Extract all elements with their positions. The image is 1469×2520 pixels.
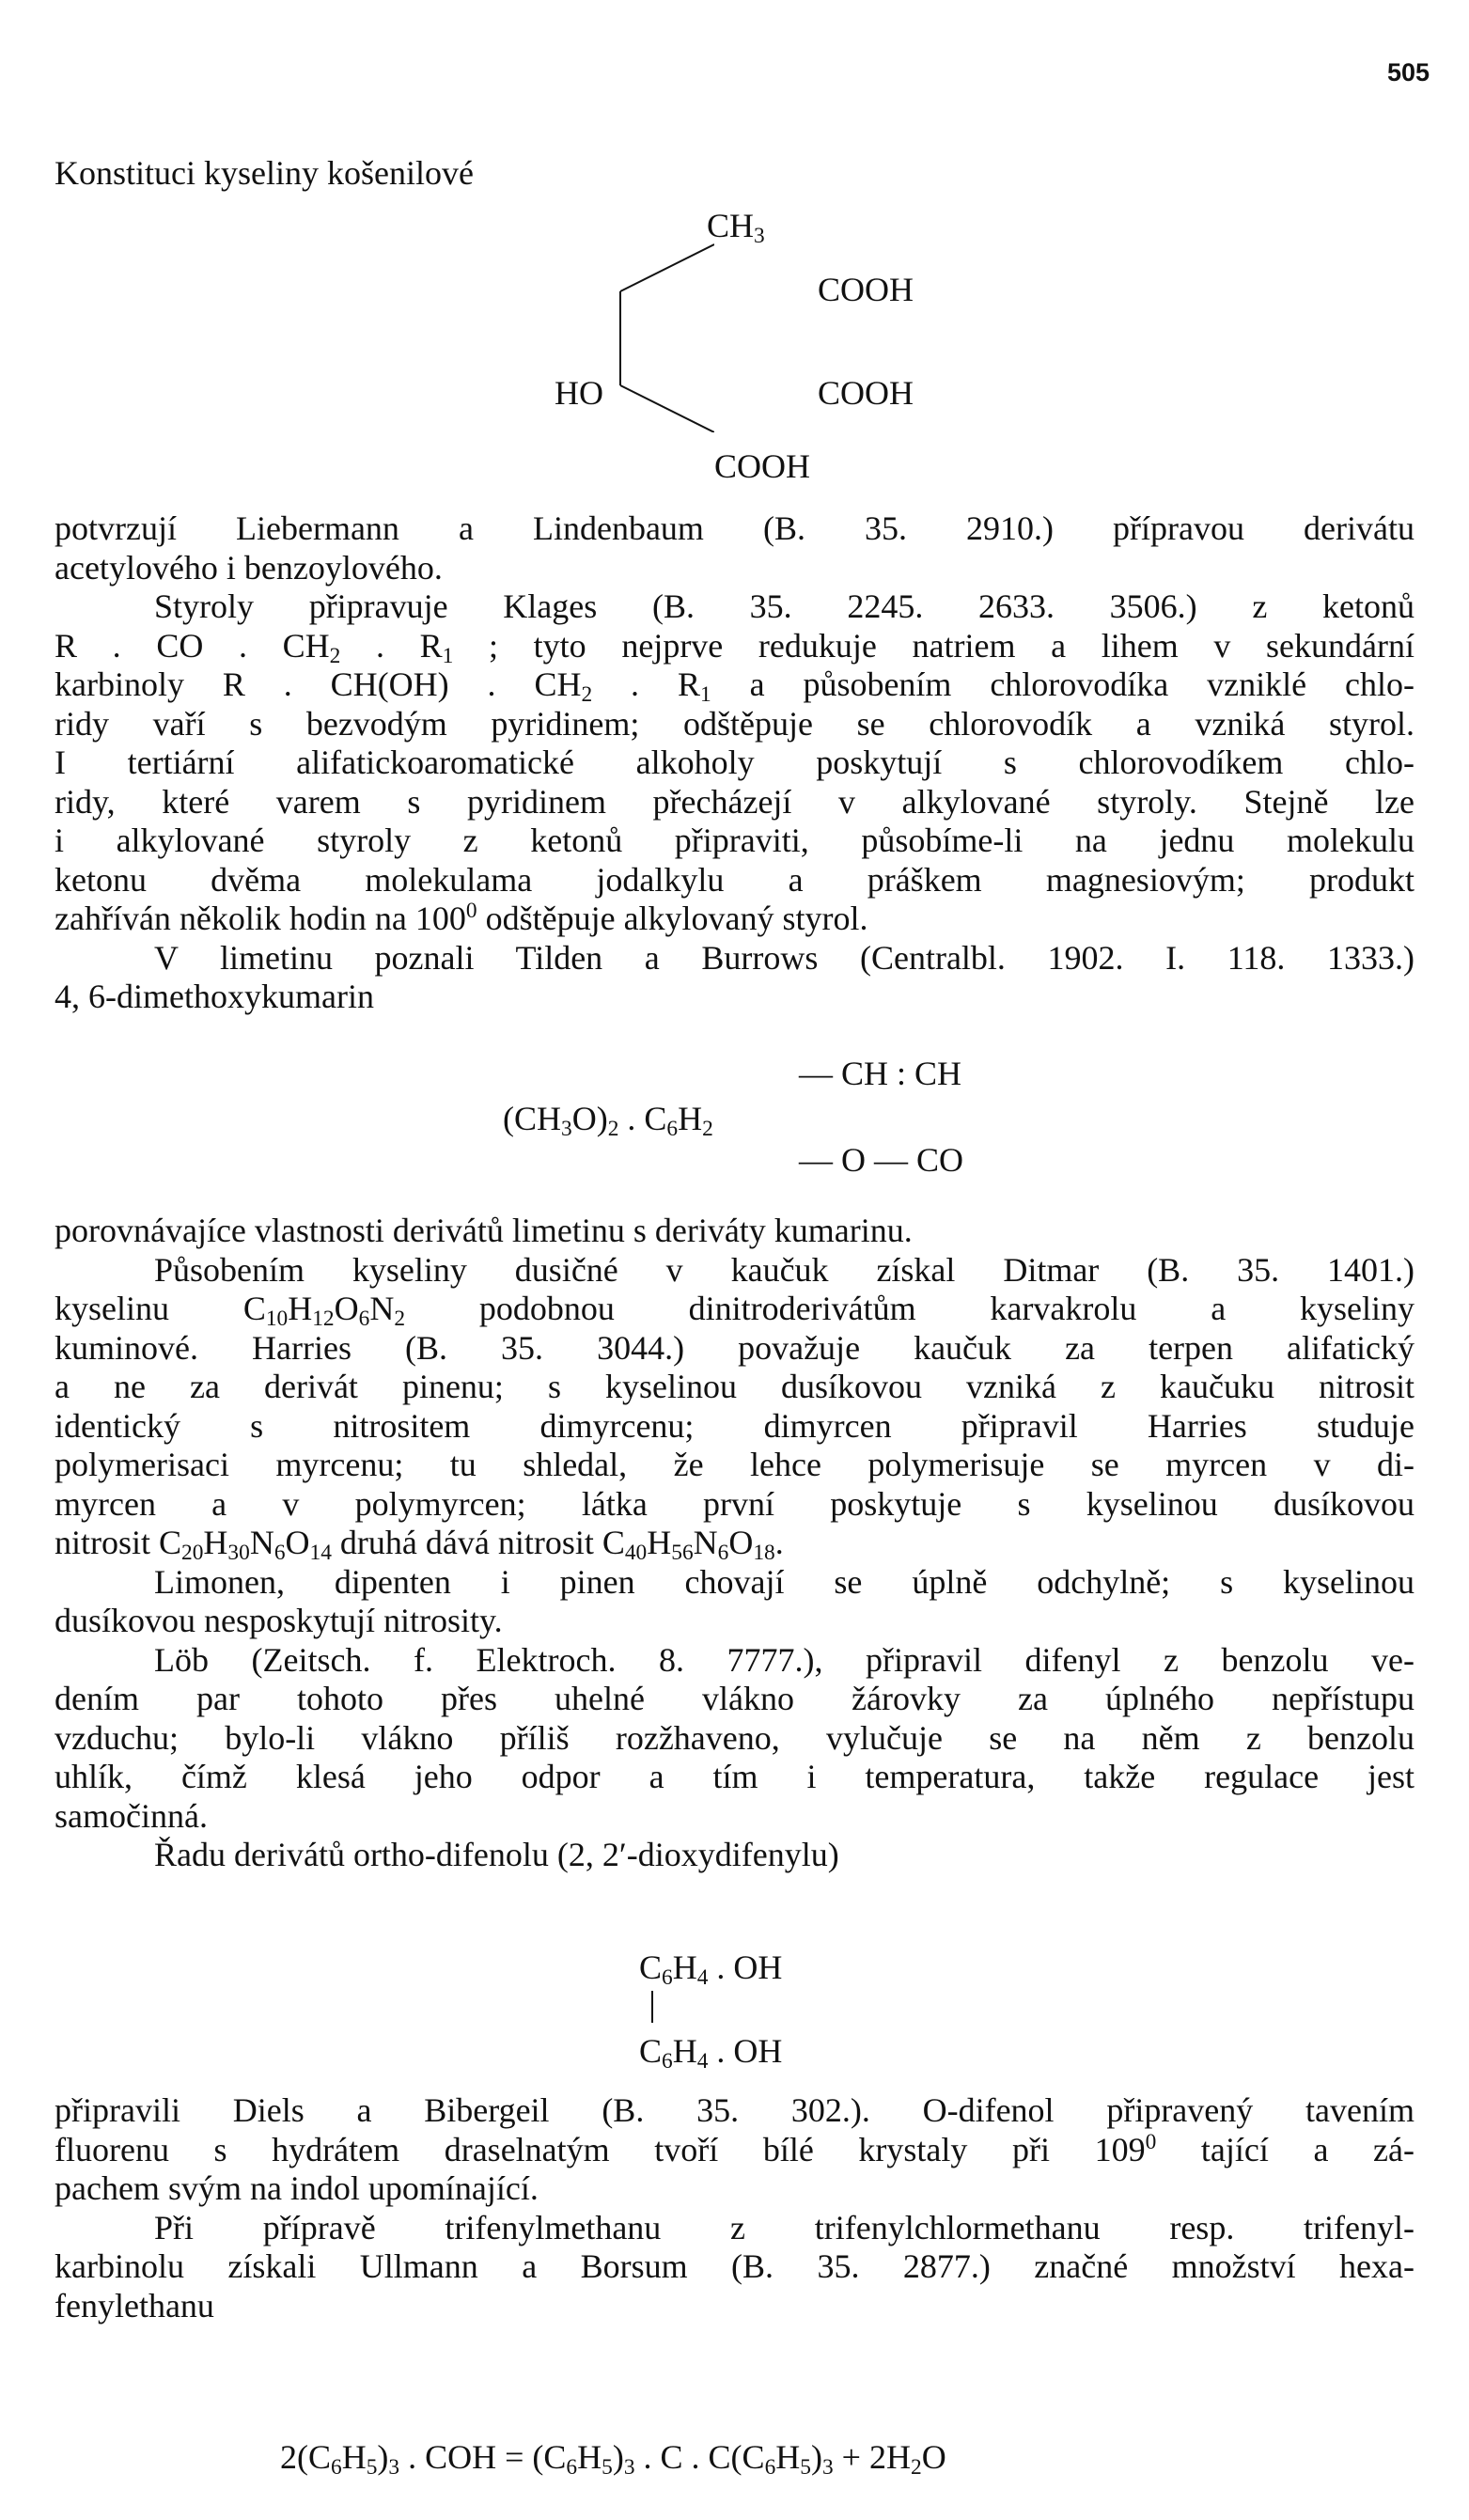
- formula2-top: — CH : CH: [799, 1055, 962, 1092]
- text-line: samočinná.: [55, 1796, 208, 1835]
- formula1-cooh-bottom: COOH: [714, 447, 811, 485]
- text-line: karbinolu získali Ullmann a Borsum (B. 35. 2877.) značné množství hexa-: [55, 2247, 1414, 2285]
- text-line: ridy vaří s bezvodým pyridinem; odštěpuje se chlorovodík a vzniká styrol.: [55, 704, 1414, 743]
- text-line: dením par tohoto přes uhelné vlákno žárovky za úplného nepřístupu: [55, 1680, 1414, 1717]
- text-line: fenylethanu: [55, 2286, 214, 2324]
- text-line: acetylového i benzoylového.: [55, 548, 443, 587]
- formula1-cooh-top: COOH: [818, 271, 914, 308]
- formula1-ch3: $CH_3$: [707, 207, 765, 248]
- text-line: Působením kyseliny dusičné v kaučuk získal Ditmar (B. 35. 1401.): [154, 1250, 1414, 1289]
- text-line: V limetinu poznali Tilden a Burrows (Centralbl. 1902. I. 118. 1333.): [154, 938, 1414, 977]
- formula2-main: $(CH_3O)_2$ . $C_6H_2$: [503, 1100, 713, 1141]
- text-line: R . CO . $CH_2$ . $R_1$ ; tyto nejprve redukuje natriem a lihem v sekundární: [55, 626, 1415, 668]
- formula3-top: $C_6H_4$ . OH: [639, 1949, 783, 1990]
- section-heading: Konstituci kyseliny košenilové: [55, 154, 474, 192]
- text-line: kyselinu $C_{10}H_{12}O_6N_2$ podobnou dinitroderivátům karvakrolu a kyseliny: [55, 1290, 1414, 1331]
- text-line: ketonu dvěma molekulama jodalkylu a práškem magnesiovým; produkt: [55, 860, 1414, 899]
- text-line: Při přípravě trifenylmethanu z trifenylchlormethanu resp. trifenyl-: [154, 2208, 1414, 2246]
- text-line: I tertiární alifatickoaromatické alkoholy poskytují s chlorovodíkem chlo-: [55, 743, 1414, 781]
- text-block-1: [55, 511, 1414, 1019]
- text-line: polymerisaci myrcenu; tu shledal, že lehce polymerisuje se myrcen v di-: [55, 1446, 1414, 1483]
- text-line: Limonen, dipenten i pinen chovají se úplně odchylně; s kyselinou: [154, 1562, 1414, 1601]
- formula4-equation: $2(C_6H_5)_3$ . COH = $(C_6H_5)_3$ . C . $C(C_6H_5)_3 + 2H_2O$: [280, 2438, 946, 2480]
- text-line: pachem svým na indol upomínající.: [55, 2169, 539, 2207]
- text-line: fluorenu s hydrátem draselnatým tvoří bílé krystaly při $109^0$ tající a zá-: [55, 2129, 1414, 2168]
- formula3-bond: [651, 1991, 653, 2023]
- text-line: Styroly připravuje Klages (B. 35. 2245. 2633. 3506.) z ketonů: [154, 587, 1414, 625]
- text-block-3: [55, 2093, 1414, 2327]
- text-line: vzduchu; bylo-li vlákno příliš rozžhaveno, vylučuje se na něm z benzolu: [55, 1718, 1414, 1757]
- text-line: kuminové. Harries (B. 35. 3044.) považuje kaučuk za terpen alifatický: [55, 1328, 1414, 1367]
- text-line: dusíkovou nesposkytují nitrosity.: [55, 1602, 503, 1639]
- text-line: potvrzují Liebermann a Lindenbaum (B. 35. 2910.) přípravou derivátu: [55, 509, 1414, 547]
- page-number: 505: [1386, 58, 1430, 86]
- text-line: ridy, které varem s pyridinem přecházejí v alkylované styroly. Stejně lze: [55, 782, 1414, 821]
- formula1-ho: HO: [555, 374, 603, 412]
- text-line: zahříván několik hodin na $100^0$ odštěpuje alkylovaný styrol.: [55, 899, 868, 937]
- text-line: Řadu derivátů ortho-difenolu (2, 2′-dioxydifenylu): [154, 1836, 839, 1873]
- text-block-2: [55, 1213, 1414, 1877]
- text-line: a ne za derivát pinenu; s kyselinou dusíkovou vzniká z kaučuku nitrosit: [55, 1368, 1414, 1405]
- text-line: karbinoly R . CH(OH) . $CH_2$ . $R_1$ a působením chlorovodíka vzniklé chlo-: [55, 665, 1414, 707]
- text-line: nitrosit $C_{20}H_{30}N_6O_{14}$ druhá dává nitrosit $C_{40}H_{56}N_6O_{18}$.: [55, 1524, 784, 1565]
- formula3-bottom: $C_6H_4$ . OH: [639, 2032, 783, 2074]
- text-line: identický s nitrositem dimyrcenu; dimyrcen připravil Harries studuje: [55, 1406, 1414, 1445]
- text-line: porovnávajíce vlastnosti derivátů limetinu s deriváty kumarinu.: [55, 1212, 913, 1249]
- ring-bond-1: [620, 244, 714, 291]
- text-line: i alkylované styroly z ketonů připraviti, působíme-li na jednu molekulu: [55, 822, 1414, 859]
- text-line: 4, 6-dimethoxykumarin: [55, 978, 374, 1015]
- text-line: připravili Diels a Bibergeil (B. 35. 302.). O-difenol připravený tavením: [55, 2091, 1414, 2129]
- text-line: Löb (Zeitsch. f. Elektroch. 8. 7777.), připravil difenyl z benzolu ve-: [154, 1640, 1414, 1679]
- text-line: uhlík, čímž klesá jeho odpor a tím i temperatura, takže regulace jest: [55, 1758, 1414, 1795]
- formula2-bottom: — O — CO: [799, 1141, 964, 1179]
- text-line: myrcen a v polymyrcen; látka první poskytuje s kyselinou dusíkovou: [55, 1484, 1414, 1523]
- ring-bond-3: [620, 385, 714, 432]
- formula1-cooh-middle: COOH: [818, 374, 914, 412]
